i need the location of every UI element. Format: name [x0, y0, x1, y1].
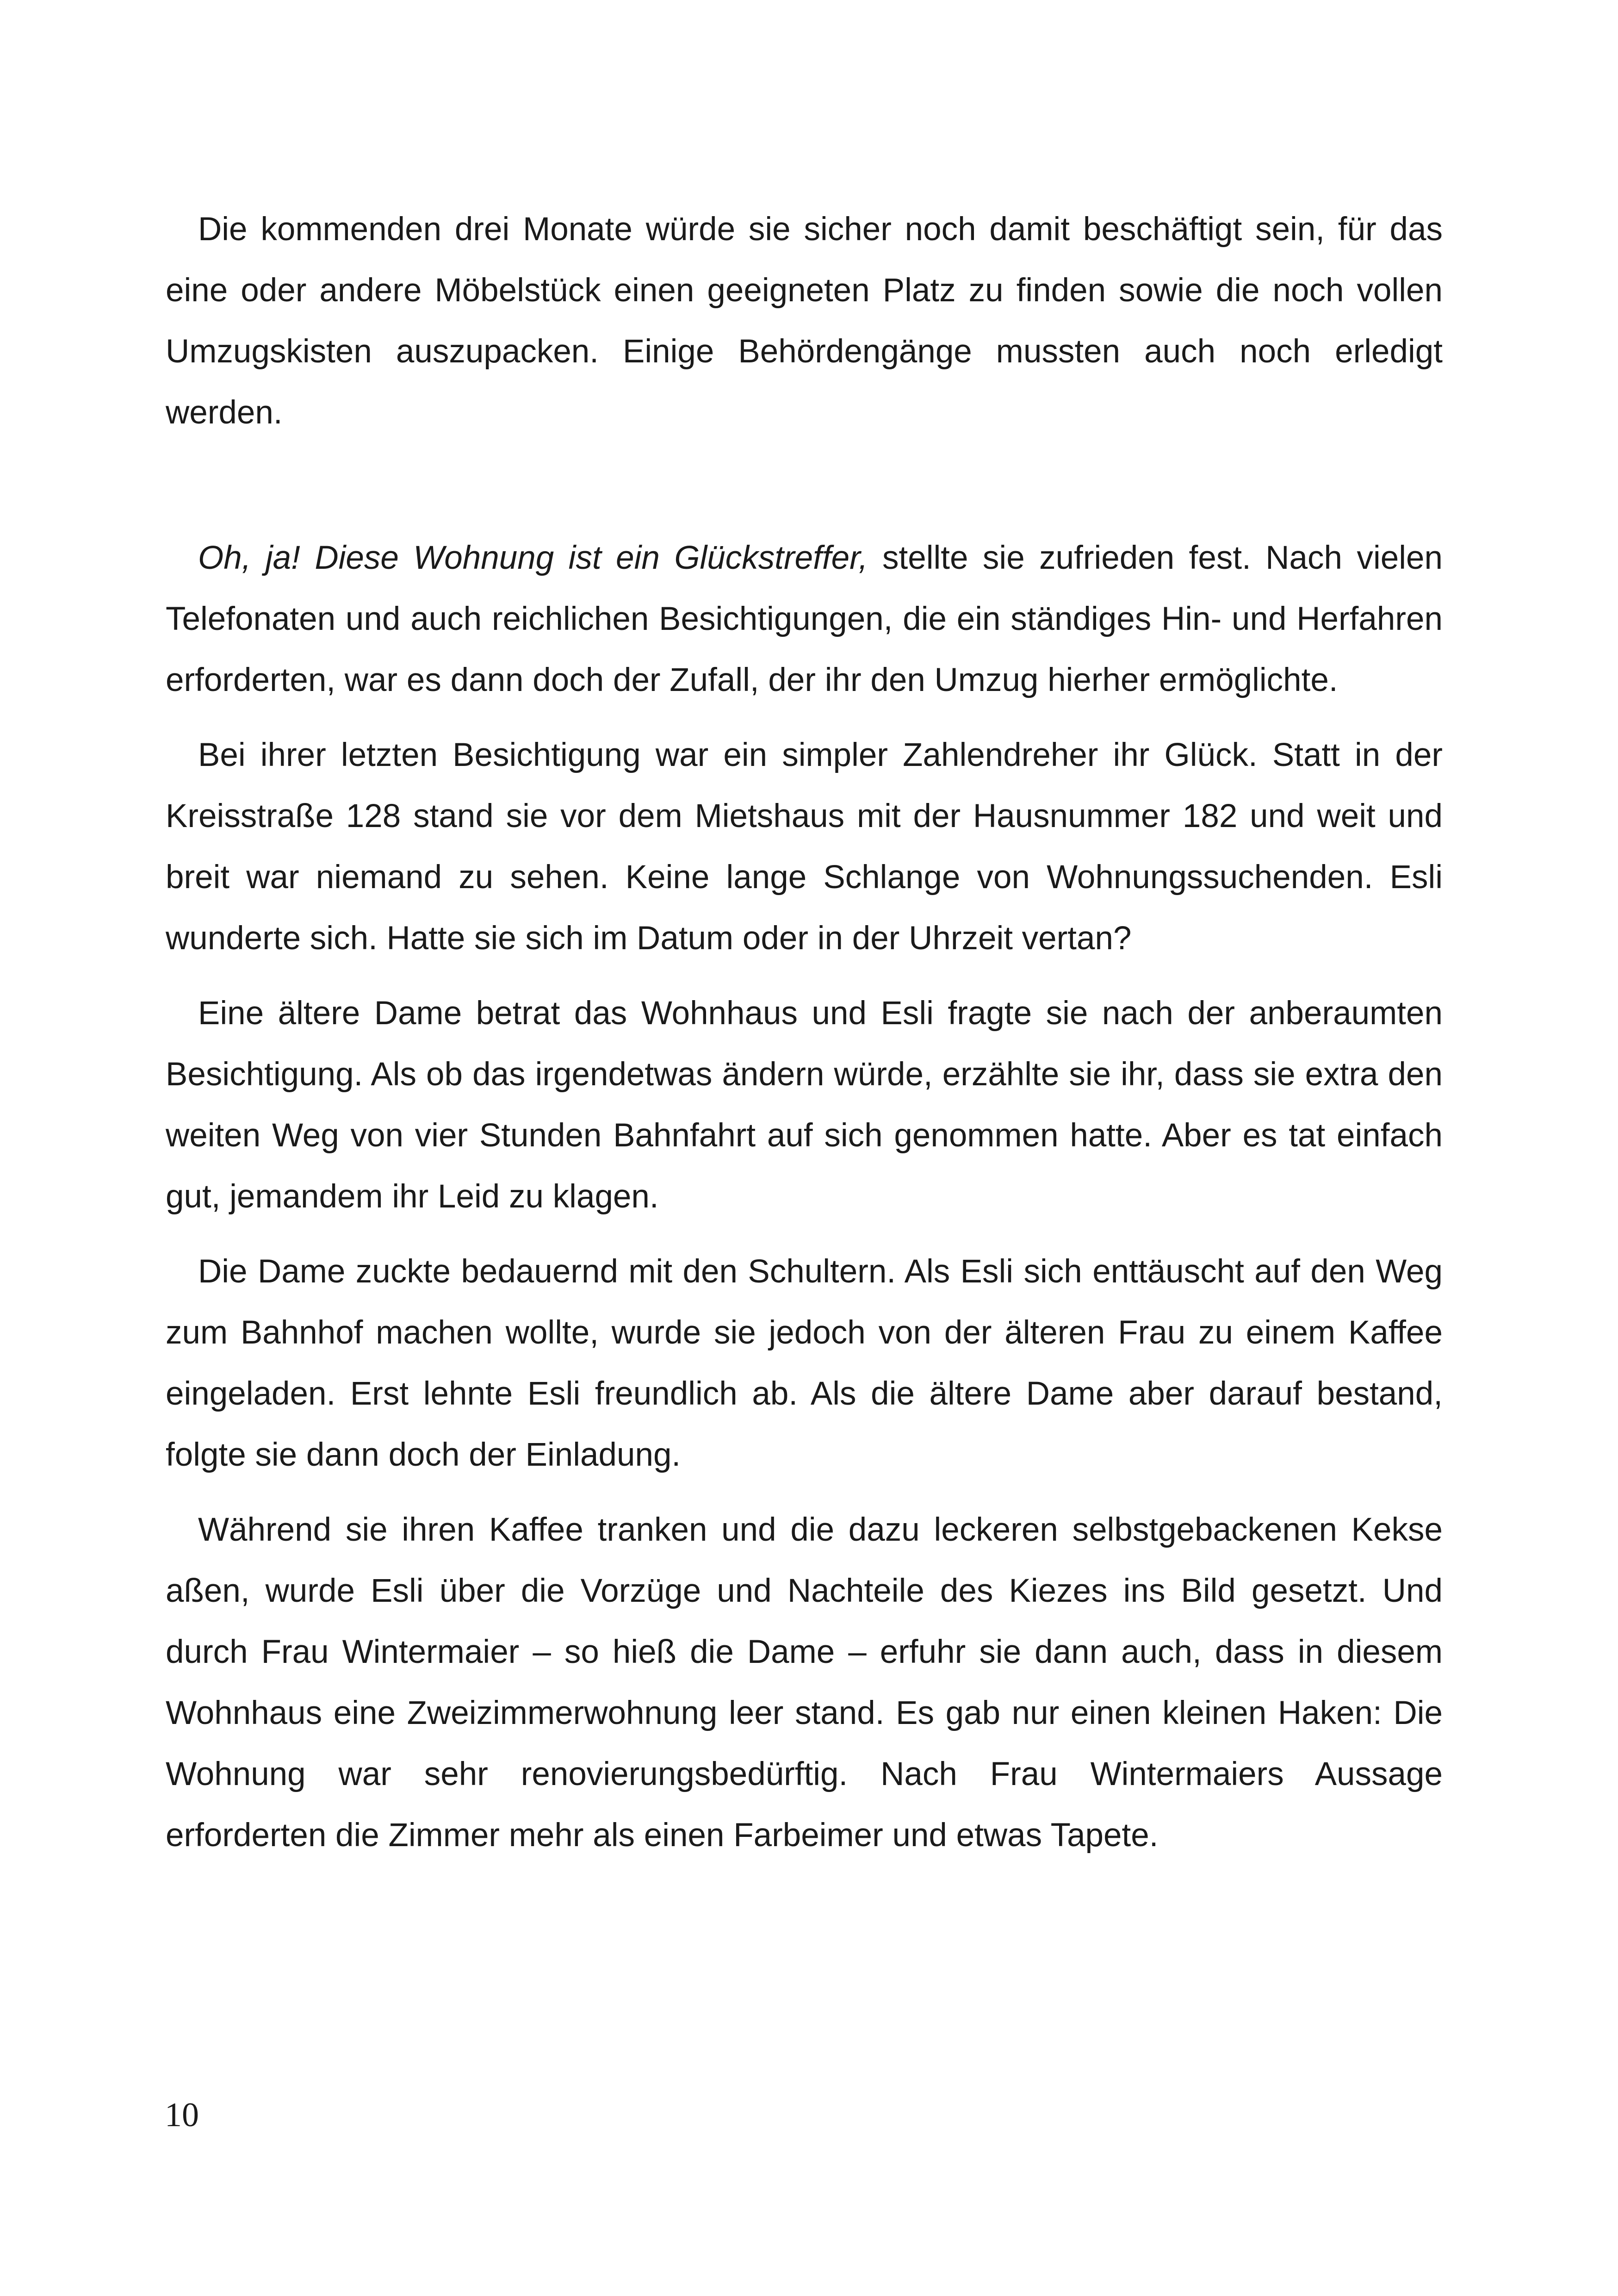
paragraph [166, 1500, 1443, 1866]
paragraph [166, 199, 1443, 443]
paragraph [166, 1241, 1443, 1486]
paragraph-text: Während sie ihren Kaffee tranken und die dazu leckeren selbstgebackenen Kekse aßen, wurde Esli über die Vorzüge und Nachteile des Kiezes ins Bild gesetzt. Und durch Frau Wintermaier – so hieß die Dame – erfuhr sie dann auch, dass in diesem Wohnhaus eine Zweizimmerwohnung leer stand. Es gab nur einen kleinen Haken: Die Wohnung war sehr renovierungsbedürftig. Nach Frau Wintermaiers Aussage erforderten die Zimmer mehr als einen Farbeimer und etwas Tapete. [166, 1512, 1443, 1854]
paragraph [166, 983, 1443, 1227]
paragraph [166, 725, 1443, 969]
paragraph-text: Die Dame zuckte bedauernd mit den Schultern. Als Esli sich enttäuscht auf den Weg zum Bahnhof machen wollte, wurde sie jedoch von der älteren Frau zu einem Kaffee eingeladen. Erst lehnte Esli freundlich ab. Als die ältere Dame aber darauf bestand, folgte sie dann doch der Einladung. [166, 1253, 1443, 1473]
paragraph-text: Die kommenden drei Monate würde sie sicher noch damit beschäftigt sein, für das eine oder andere Möbelstück einen geeigneten Platz zu finden sowie die noch vollen Umzugskisten auszupacken. Einige Behördengänge mussten auch noch erledigt werden. [166, 211, 1443, 431]
text-block-main [166, 528, 1443, 1866]
text-block-top [166, 199, 1443, 443]
paragraph [166, 528, 1443, 711]
paragraph-text: Eine ältere Dame betrat das Wohnhaus und Esli fragte sie nach der anberaumten Besichtigung. Als ob das irgendetwas ändern würde, erzählte sie ihr, dass sie extra den weiten Weg von vier Stunden Bahnfahrt auf sich genommen hatte. Aber es tat einfach gut, jemandem ihr Leid zu klagen. [166, 995, 1443, 1215]
italic-thought: Oh, ja! Diese Wohnung ist ein Glückstreffer, [198, 540, 868, 576]
paragraph-text: Bei ihrer letzten Besichtigung war ein simpler Zahlendreher ihr Glück. Statt in der Kreisstraße 128 stand sie vor dem Mietshaus mit der Hausnummer 182 und weit und breit war niemand zu sehen. Keine lange Schlange von Wohnungssuchenden. Esli wunderte sich. Hatte sie sich im Datum oder in der Uhrzeit vertan? [166, 737, 1443, 957]
paragraph-text: stellte sie zufrieden fest. Nach vielen Telefonaten und auch reichlichen Besichtigungen, die ein ständiges Hin- und Herfahren erforderten, war es dann doch der Zufall, der ihr den Umzug hierher ermöglichte. [166, 540, 1443, 698]
page-number: 10 [165, 2096, 199, 2134]
